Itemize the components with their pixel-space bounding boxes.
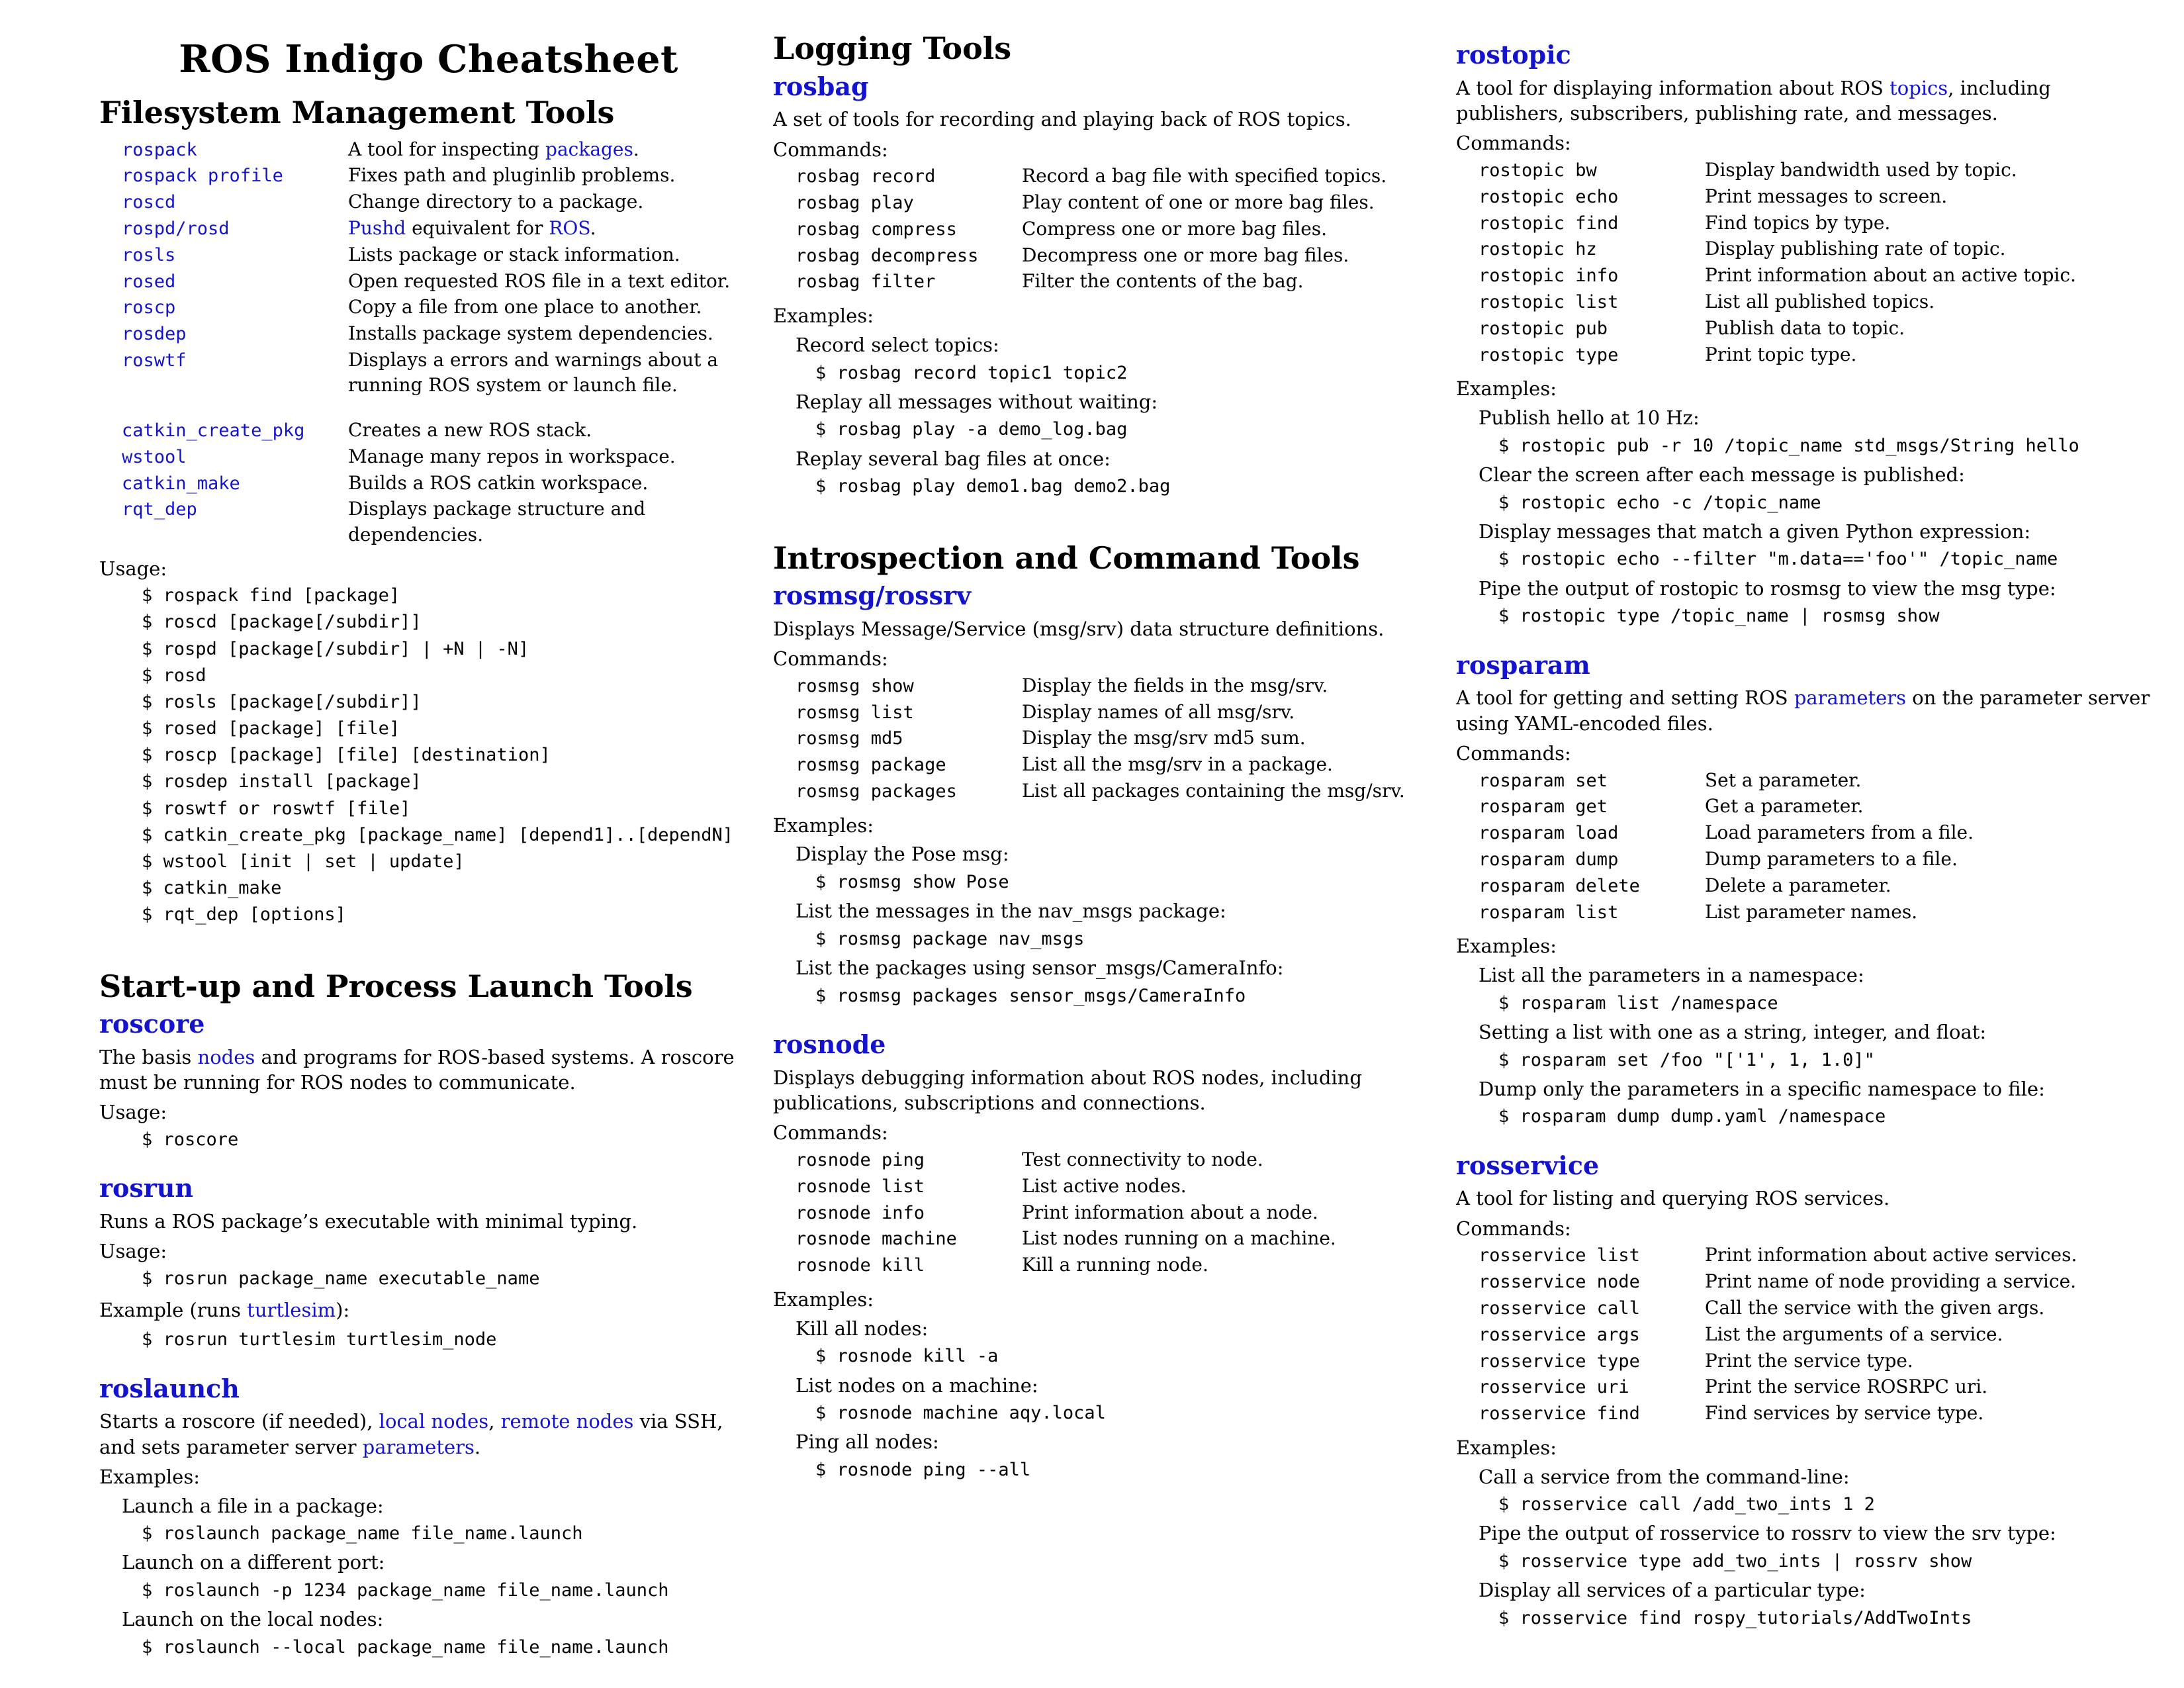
examples-list	[773, 333, 1443, 499]
command-row	[99, 496, 758, 547]
command-description: Compress one or more bag files.	[1022, 217, 1328, 240]
command-description: Test connectivity to node.	[1022, 1149, 1263, 1171]
example-caption: Display messages that match a given Python expression:	[1479, 520, 2031, 543]
example-caption: List the packages using sensor_msgs/CameraInfo:	[796, 957, 1284, 980]
example-code: $ rosnode machine aqy.local	[815, 1403, 1106, 1424]
command-row	[773, 164, 1443, 189]
tool-heading: rostopic	[1456, 40, 1571, 70]
code-block	[99, 584, 758, 927]
command-row	[1456, 1243, 2158, 1268]
commands-label: Commands:	[773, 647, 888, 671]
example-caption: Display all services of a particular type:	[1479, 1579, 1866, 1602]
example-caption: List the messages in the nav_msgs package:	[796, 900, 1226, 923]
command-row	[1456, 820, 2158, 846]
command-name: rosnode info	[796, 1202, 925, 1223]
paragraph: Starts a roscore (if needed), local nodes, remote nodes via SSH, and sets parameter server parameters.	[99, 1410, 723, 1458]
code-line: $ rosrun package_name executable_name	[142, 1268, 540, 1289]
link[interactable]: topics	[1889, 76, 1948, 99]
command-name: rosparam list	[1479, 902, 1619, 923]
code-line: $ rospack find [package]	[142, 585, 400, 606]
usage-label: Usage:	[99, 557, 167, 580]
code-block	[99, 1267, 758, 1291]
command-description: Publish data to topic.	[1705, 316, 1905, 339]
example-code: $ rosparam list /namespace	[1498, 992, 1778, 1013]
command-name: rosbag decompress	[796, 245, 979, 266]
command-description: Display bandwidth used by topic.	[1705, 159, 2017, 181]
command-name: rosservice call	[1479, 1297, 1640, 1319]
example-code: $ rosbag play demo1.bag demo2.bag	[815, 476, 1171, 497]
command-description: Decompress one or more bag files.	[1022, 244, 1349, 266]
paragraph: Displays Message/Service (msg/srv) data structure definitions.	[773, 617, 1385, 640]
command-row	[99, 471, 758, 496]
usage-label: Usage:	[99, 1101, 167, 1124]
command-description: Copy a file from one place to another.	[348, 296, 702, 318]
example-caption: Record select topics:	[796, 333, 999, 356]
command-row	[773, 190, 1443, 216]
command-row	[1456, 184, 2158, 210]
command-row	[99, 269, 758, 295]
commands-label: Commands:	[1456, 132, 1571, 155]
example-caption: Call a service from the command-line:	[1479, 1465, 1850, 1488]
command-description: Record a bag file with specified topics.	[1022, 165, 1387, 187]
examples-list	[773, 842, 1443, 1008]
command-name: rosparam get	[1479, 796, 1608, 818]
command-row	[773, 778, 1443, 804]
command-name: rostopic find	[1479, 212, 1619, 234]
example-code: $ rosparam set /foo "['1', 1, 1.0]"	[1498, 1049, 1875, 1070]
paragraph: Example (runs turtlesim):	[99, 1299, 350, 1322]
commands-label: Commands:	[773, 1121, 888, 1145]
command-row	[773, 243, 1443, 269]
example-code: $ roslaunch package_name file_name.launch	[142, 1523, 583, 1544]
command-name: catkin_make	[122, 473, 240, 494]
command-description: Print information about an active topic.	[1705, 264, 2076, 287]
link[interactable]: packages	[545, 138, 633, 160]
examples-list	[1456, 406, 2158, 628]
page-title: ROS Indigo Cheatsheet	[179, 37, 678, 81]
command-row	[1456, 158, 2158, 183]
example-code: $ rosservice find rospy_tutorials/AddTwoInts	[1498, 1608, 1972, 1628]
link[interactable]: parameters	[362, 1435, 475, 1458]
code-line: $ rqt_dep [options]	[142, 904, 346, 925]
command-description: Lists package or stack information.	[348, 243, 680, 265]
command-name: rosmsg package	[796, 755, 946, 776]
command-description: Displays a errors and warnings about a running ROS system or launch file.	[348, 348, 719, 396]
command-description: List parameter names.	[1705, 900, 1918, 923]
command-row	[1456, 847, 2158, 872]
command-description: Dump parameters to a file.	[1705, 847, 1958, 870]
example-caption: List nodes on a machine:	[796, 1374, 1038, 1397]
command-description: Display names of all msg/srv.	[1022, 700, 1295, 723]
example-code: $ rosservice call /add_two_ints 1 2	[1498, 1494, 1875, 1515]
command-row	[1456, 236, 2158, 262]
command-row	[773, 752, 1443, 778]
command-description: Display publishing rate of topic.	[1705, 238, 2006, 260]
command-description: Print information about active services.	[1705, 1244, 2077, 1266]
examples-label: Examples:	[1456, 1436, 1557, 1459]
command-row	[1456, 263, 2158, 289]
command-description: List all packages containing the msg/srv.	[1022, 779, 1405, 802]
command-name: rosnode list	[796, 1176, 925, 1197]
command-description: Installs package system dependencies.	[348, 322, 713, 345]
command-description: Play content of one or more bag files.	[1022, 191, 1375, 214]
command-name: rosnode kill	[796, 1255, 925, 1276]
command-description: Open requested ROS file in a text editor.	[348, 269, 731, 292]
command-row	[1456, 211, 2158, 236]
command-description: List active nodes.	[1022, 1174, 1187, 1197]
command-description: Manage many repos in workspace.	[348, 445, 676, 467]
example-code: $ rosmsg packages sensor_msgs/CameraInfo	[815, 985, 1246, 1006]
command-name: rostopic list	[1479, 292, 1619, 312]
command-name: roscd	[122, 192, 176, 213]
command-name: rosservice type	[1479, 1350, 1640, 1372]
command-description: Creates a new ROS stack.	[348, 419, 592, 442]
usage-label: Usage:	[99, 1240, 167, 1263]
tool-heading: roscore	[99, 1009, 205, 1039]
tool-heading: rosnode	[773, 1029, 886, 1060]
example-code: $ rosmsg show Pose	[815, 872, 1009, 893]
command-row	[99, 189, 758, 215]
command-row	[1456, 316, 2158, 342]
code-block	[99, 1328, 758, 1352]
command-name: rqt_dep	[122, 499, 197, 520]
command-description: Display the msg/srv md5 sum.	[1022, 727, 1306, 749]
example-caption: Pipe the output of rosservice to rossrv to view the srv type:	[1479, 1522, 2056, 1545]
examples-label: Examples:	[773, 814, 874, 837]
column-left	[99, 0, 758, 1664]
example-caption: Setting a list with one as a string, integer, and float:	[1479, 1020, 1987, 1043]
examples-list	[1456, 963, 2158, 1129]
command-name: roswtf	[122, 350, 187, 371]
command-name: rospack	[122, 139, 197, 160]
example-caption: Replay several bag files at once:	[796, 447, 1111, 470]
command-row	[1456, 1401, 2158, 1427]
command-row	[773, 1252, 1443, 1278]
command-row	[773, 1226, 1443, 1252]
example-caption: Clear the screen after each message is published:	[1479, 463, 1965, 486]
command-row	[773, 1147, 1443, 1173]
command-name: rosdep	[122, 324, 187, 345]
command-row	[773, 700, 1443, 726]
command-description: Fixes path and pluginlib problems.	[348, 164, 676, 187]
command-row	[1456, 768, 2158, 794]
link[interactable]: Pushd	[348, 216, 406, 239]
command-description: Load parameters from a file.	[1705, 821, 1974, 844]
code-line: $ catkin_make	[142, 878, 282, 899]
command-row	[1456, 1269, 2158, 1295]
command-row	[773, 269, 1443, 295]
example-caption: Ping all nodes:	[796, 1430, 939, 1454]
command-table	[99, 137, 758, 547]
section-heading: Start-up and Process Launch Tools	[99, 968, 693, 1004]
command-name: rostopic hz	[1479, 239, 1597, 260]
commands-label: Commands:	[773, 138, 888, 161]
example-caption: Pipe the output of rostopic to rosmsg to view the msg type:	[1479, 577, 2056, 600]
command-name: rostopic info	[1479, 265, 1619, 287]
paragraph: A set of tools for recording and playing back of ROS topics.	[773, 108, 1351, 131]
command-row	[773, 673, 1443, 699]
link[interactable]: local nodes	[379, 1410, 489, 1433]
code-line: $ roscore	[142, 1129, 239, 1150]
command-row	[1456, 342, 2158, 368]
paragraph: A tool for getting and setting ROS parameters on the parameter server using YAML-encoded files.	[1456, 686, 2150, 735]
examples-label: Examples:	[99, 1465, 200, 1488]
command-row	[1456, 900, 2158, 925]
tool-heading: rosrun	[99, 1173, 194, 1203]
command-row	[1456, 794, 2158, 820]
command-name: rosmsg md5	[796, 728, 903, 749]
section-heading: Logging Tools	[773, 30, 1012, 66]
command-description: Print the service ROSRPC uri.	[1705, 1376, 1988, 1398]
example-code: $ rosbag record topic1 topic2	[815, 362, 1128, 383]
examples-label: Examples:	[1456, 935, 1557, 958]
command-table	[1456, 158, 2158, 367]
command-row	[99, 321, 758, 347]
tool-heading: roslaunch	[99, 1373, 240, 1403]
example-code: $ rostopic pub -r 10 /topic_name std_msgs/String hello	[1498, 435, 2079, 456]
command-row	[773, 216, 1443, 242]
command-name: rosmsg packages	[796, 780, 957, 802]
command-row	[773, 1200, 1443, 1226]
command-name: wstool	[122, 446, 187, 467]
column-right	[1456, 0, 2158, 1635]
paragraph: The basis nodes and programs for ROS-based systems. A roscore must be running for ROS nodes to communicate.	[99, 1045, 735, 1094]
command-description: Kill a running node.	[1022, 1254, 1208, 1276]
example-caption: Launch on the local nodes:	[122, 1608, 384, 1631]
command-description: Get a parameter.	[1705, 795, 1864, 818]
example-caption: Display the Pose msg:	[796, 843, 1009, 866]
example-code: $ roslaunch --local package_name file_name.launch	[142, 1637, 669, 1658]
example-code: $ rostopic echo --filter "m.data=='foo'" /topic_name	[1498, 549, 2058, 570]
example-caption: Publish hello at 10 Hz:	[1479, 406, 1700, 430]
examples-label: Examples:	[773, 1288, 874, 1311]
command-description: Find services by service type.	[1705, 1402, 1984, 1425]
example-code: $ rosbag play -a demo_log.bag	[815, 419, 1128, 440]
command-row	[99, 242, 758, 268]
command-table	[773, 164, 1443, 295]
command-name: rosbag record	[796, 166, 936, 187]
code-line: $ roswtf or roswtf [file]	[142, 798, 411, 819]
command-description: List all the msg/srv in a package.	[1022, 753, 1333, 776]
command-table	[1456, 1243, 2158, 1427]
command-name: rosparam set	[1479, 770, 1608, 791]
command-name: rosservice find	[1479, 1403, 1640, 1425]
example-caption: Replay all messages without waiting:	[796, 390, 1158, 413]
command-description: Print topic type.	[1705, 343, 1857, 365]
commands-label: Commands:	[1456, 741, 1571, 765]
example-code: $ rostopic echo -c /topic_name	[1498, 492, 1821, 513]
command-name: rospack profile	[122, 165, 283, 187]
paragraph: Runs a ROS package’s executable with minimal typing.	[99, 1210, 638, 1233]
examples-label: Examples:	[1456, 377, 1557, 400]
command-row	[1456, 289, 2158, 315]
command-row	[1456, 1374, 2158, 1400]
link[interactable]: nodes	[197, 1045, 255, 1068]
example-code: $ roslaunch -p 1234 package_name file_name.launch	[142, 1580, 669, 1601]
command-row	[99, 216, 758, 242]
command-name: roscp	[122, 297, 176, 318]
example-code: $ rosmsg package nav_msgs	[815, 929, 1085, 949]
command-description: Change directory to a package.	[348, 191, 644, 213]
command-name: rostopic pub	[1479, 318, 1608, 339]
tool-heading: rosparam	[1456, 649, 1590, 680]
example-caption: Dump only the parameters in a specific namespace to file:	[1479, 1077, 2045, 1100]
command-description: Print messages to screen.	[1705, 185, 1948, 207]
command-row	[99, 163, 758, 189]
example-caption: Launch a file in a package:	[122, 1494, 384, 1517]
command-name: rosbag play	[796, 193, 914, 214]
command-description: List the arguments of a service.	[1705, 1323, 2003, 1345]
command-description: Set a parameter.	[1705, 769, 1862, 791]
command-name: rosmsg list	[796, 702, 914, 723]
command-table	[773, 673, 1443, 804]
code-line: $ roscp [package] [file] [destination]	[142, 745, 551, 766]
command-name: rostopic bw	[1479, 160, 1597, 181]
code-line: $ rospd [package[/subdir] | +N | -N]	[142, 638, 529, 659]
paragraph: A tool for listing and querying ROS services.	[1456, 1187, 1890, 1210]
code-line: $ wstool [init | set | update]	[142, 851, 465, 872]
command-table	[1456, 768, 2158, 925]
command-name: rosmsg show	[796, 675, 914, 696]
link[interactable]: parameters	[1794, 686, 1907, 710]
command-description: List all published topics.	[1705, 291, 1935, 312]
command-description: Print name of node providing a service.	[1705, 1270, 2077, 1293]
command-name: rospd/rosd	[122, 218, 230, 239]
code-line: $ rosed [package] [file]	[142, 718, 400, 739]
tool-heading: rosservice	[1456, 1150, 1600, 1180]
code-line: $ rosd	[142, 665, 206, 686]
paragraph: Displays debugging information about ROS nodes, including publications, subscriptions and connections.	[773, 1066, 1362, 1115]
command-row	[99, 444, 758, 470]
command-row	[773, 726, 1443, 751]
command-name: rosnode ping	[796, 1150, 925, 1171]
command-row	[1456, 1295, 2158, 1321]
example-code: $ rosnode ping --all	[815, 1460, 1031, 1481]
tool-heading: rosmsg/rossrv	[773, 581, 972, 611]
examples-list	[1456, 1465, 2158, 1631]
column-middle	[773, 0, 1443, 1487]
command-row	[1456, 1322, 2158, 1348]
section-heading: Introspection and Command Tools	[773, 539, 1360, 576]
tool-heading: rosbag	[773, 71, 869, 101]
command-row	[1456, 873, 2158, 899]
command-row	[99, 137, 758, 163]
examples-list	[99, 1494, 758, 1660]
command-name: rosservice args	[1479, 1324, 1640, 1345]
section-heading: Filesystem Management Tools	[99, 95, 615, 130]
code-line: $ catkin_create_pkg [package_name] [depend1]..[dependN]	[142, 824, 734, 845]
examples-label: Examples:	[773, 305, 874, 328]
command-name: catkin_create_pkg	[122, 420, 305, 442]
command-name: rosparam dump	[1479, 849, 1619, 870]
command-description: Print information about a node.	[1022, 1201, 1318, 1223]
command-row	[773, 1174, 1443, 1199]
command-description: Displays package structure and dependencies.	[348, 498, 646, 545]
command-description: Display the fields in the msg/srv.	[1022, 674, 1328, 696]
code-line: $ rosrun turtlesim turtlesim_node	[142, 1329, 497, 1350]
command-description: Delete a parameter.	[1705, 874, 1891, 896]
command-description: A tool for inspecting packages.	[348, 138, 639, 160]
example-code: $ rosparam dump dump.yaml /namespace	[1498, 1106, 1886, 1127]
command-row	[99, 348, 758, 398]
link[interactable]: turtlesim	[247, 1299, 336, 1322]
command-row	[1456, 1348, 2158, 1374]
example-caption: Kill all nodes:	[796, 1317, 929, 1340]
examples-list	[773, 1317, 1443, 1483]
command-name: rosls	[122, 244, 176, 265]
command-name: rosnode machine	[796, 1229, 957, 1250]
command-description: Pushd equivalent for ROS.	[348, 216, 596, 239]
command-description: Builds a ROS catkin workspace.	[348, 471, 649, 494]
example-code: $ rosservice type add_two_ints | rossrv show	[1498, 1551, 1972, 1572]
command-name: rosservice list	[1479, 1245, 1640, 1266]
command-description: Find topics by type.	[1705, 211, 1891, 234]
command-name: rostopic type	[1479, 344, 1619, 365]
command-name: rosparam load	[1479, 823, 1619, 844]
command-name: rosbag compress	[796, 218, 957, 240]
example-code: $ rosnode kill -a	[815, 1346, 999, 1367]
command-description: Print the service type.	[1705, 1349, 1913, 1372]
command-name: rosed	[122, 271, 176, 292]
command-description: List nodes running on a machine.	[1022, 1227, 1336, 1250]
command-description: Call the service with the given args.	[1705, 1296, 2045, 1319]
paragraph: A tool for displaying information about ROS topics, including publishers, subscribers, publishing rate, and messages.	[1456, 76, 2051, 125]
example-caption: Launch on a different port:	[122, 1551, 385, 1574]
code-line: $ roscd [package[/subdir]]	[142, 612, 422, 633]
link[interactable]: ROS	[549, 216, 590, 239]
example-caption: List all the parameters in a namespace:	[1479, 964, 1864, 986]
command-name: rostopic echo	[1479, 186, 1619, 207]
command-row	[99, 295, 758, 320]
link[interactable]: remote nodes	[500, 1410, 634, 1433]
example-code: $ rostopic type /topic_name | rosmsg show	[1498, 606, 1940, 627]
command-name: rosservice uri	[1479, 1377, 1629, 1398]
code-block	[99, 1128, 758, 1152]
command-name: rosservice node	[1479, 1272, 1640, 1293]
command-description: Filter the contents of the bag.	[1022, 270, 1304, 293]
code-line: $ rosls [package[/subdir]]	[142, 691, 422, 712]
command-name: rosparam delete	[1479, 875, 1640, 896]
command-row	[99, 418, 758, 444]
command-table	[773, 1147, 1443, 1278]
code-line: $ rosdep install [package]	[142, 771, 422, 792]
commands-label: Commands:	[1456, 1217, 1571, 1240]
command-name: rosbag filter	[796, 271, 936, 293]
